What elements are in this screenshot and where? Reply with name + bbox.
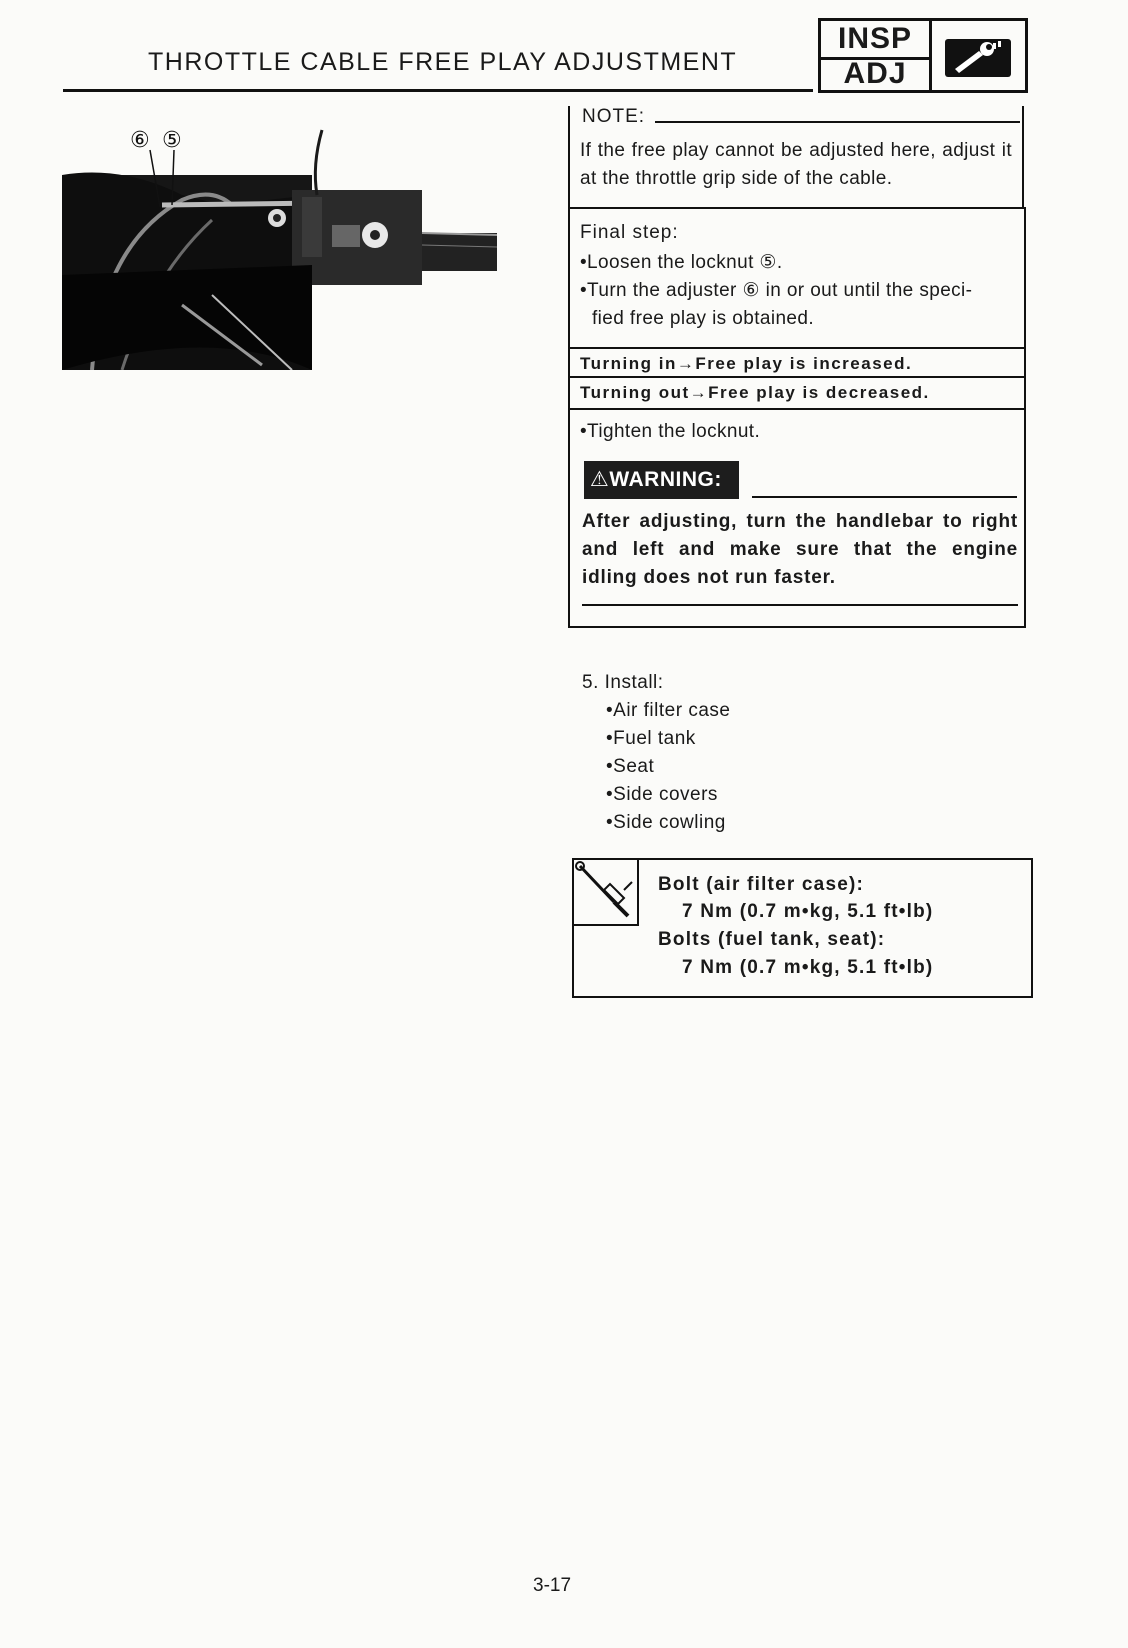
- final-step-item: fied free play is obtained.: [592, 308, 815, 329]
- install-title: 5. Install:: [582, 672, 664, 693]
- install-item: •Air filter case: [606, 700, 731, 721]
- warning-end-rule: [582, 604, 1018, 606]
- wrench-tool-icon: [943, 35, 1013, 79]
- final-step-item: •Tighten the locknut.: [580, 421, 761, 442]
- torque-wrench-icon: [574, 860, 636, 923]
- install-item: •Fuel tank: [606, 728, 696, 749]
- warning-badge: [584, 461, 739, 499]
- warning-text: After adjusting, turn the handlebar to right and left and make sure that the engine idling does not run faster.: [582, 511, 1018, 588]
- turning-out-text: Turning out→Free play is decreased.: [580, 383, 930, 402]
- warning-label: ⚠WARNING:: [590, 468, 722, 491]
- note-border-left: [568, 106, 570, 208]
- torque-value: 7 Nm (0.7 m•kg, 5.1 ft•lb): [682, 957, 934, 978]
- section-tab-adj: ADJ: [843, 57, 907, 90]
- note-label: NOTE:: [582, 106, 646, 127]
- section-tab-insp: INSP: [821, 21, 929, 60]
- turning-in-row: [568, 347, 1026, 378]
- torque-line: Bolts (fuel tank, seat):: [658, 929, 886, 950]
- final-step-item: •Turn the adjuster ⑥ in or out until the speci-: [580, 280, 973, 301]
- final-step-label: Final step:: [580, 222, 679, 243]
- section-tab: [818, 18, 1028, 93]
- torque-value: 7 Nm (0.7 m•kg, 5.1 ft•lb): [682, 901, 934, 922]
- title-underline: [63, 89, 813, 92]
- note-border-right: [1022, 106, 1024, 208]
- torque-line: Bolt (air filter case):: [658, 874, 865, 895]
- page-title: THROTTLE CABLE FREE PLAY ADJUSTMENT: [148, 48, 738, 76]
- turning-out-row: [568, 378, 1026, 410]
- install-item: •Side covers: [606, 784, 718, 805]
- handlebar-photo: [62, 125, 522, 370]
- install-item: •Seat: [606, 756, 655, 777]
- callout-5: ⑤: [162, 128, 182, 153]
- install-item: •Side cowling: [606, 812, 726, 833]
- warning-rule: [752, 496, 1017, 498]
- turning-in-text: Turning in→Free play is increased.: [580, 354, 913, 373]
- section-tab-divider: [929, 21, 932, 90]
- torque-icon-frame: [572, 858, 639, 926]
- note-text: If the free play cannot be adjusted here, adjust it at the throttle grip side of the cable.: [580, 140, 1012, 189]
- final-step-item: •Loosen the locknut ⑤.: [580, 252, 783, 273]
- callout-6: ⑥: [130, 128, 150, 153]
- note-rule: [655, 121, 1020, 123]
- page-number: 3-17: [533, 1575, 572, 1596]
